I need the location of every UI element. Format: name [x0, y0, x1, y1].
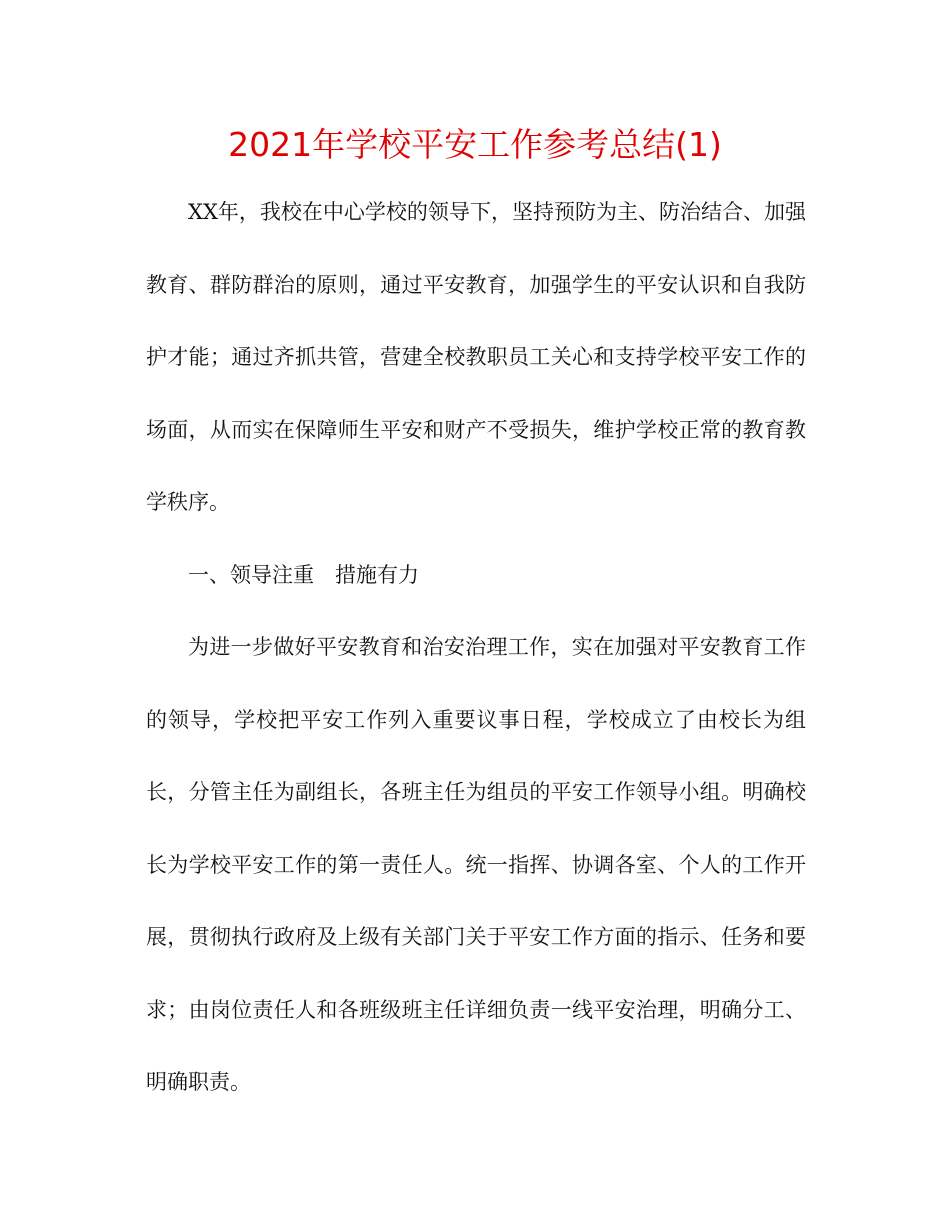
paragraph-intro: XX年，我校在中心学校的领导下，坚持预防为主、防治结合、加强教育、群防群治的原则，通过平安教育，加强学生的平安认识和自我防护才能；通过齐抓共管，营建全校教职员工关心和支持学校平安工作的场面，从而实在保障师生平安和财产不受损失，维护学校正常的教育教学秩序。 [146, 200, 806, 514]
section-heading-leadership: 一、领导注重 措施有力 [188, 562, 419, 587]
document-body [146, 176, 806, 1119]
paragraph-leadership: 为进一步做好平安教育和治安治理工作，实在加强对平安教育工作的领导，学校把平安工作列入重要议事日程，学校成立了由校长为组长，分管主任为副组长，各班主任为组员的平安工作领导小组。明确校长为学校平安工作的第一责任人。统一指挥、协调各室、个人的工作开展，贯彻执行政府及上级有关部门关于平安工作方面的指示、任务和要求；由岗位责任人和各班级班主任详细负责一线平安治理，明确分工、明确职责。 [146, 635, 806, 1094]
document-title: 2021年学校平安工作参考总结(1) [228, 125, 722, 164]
